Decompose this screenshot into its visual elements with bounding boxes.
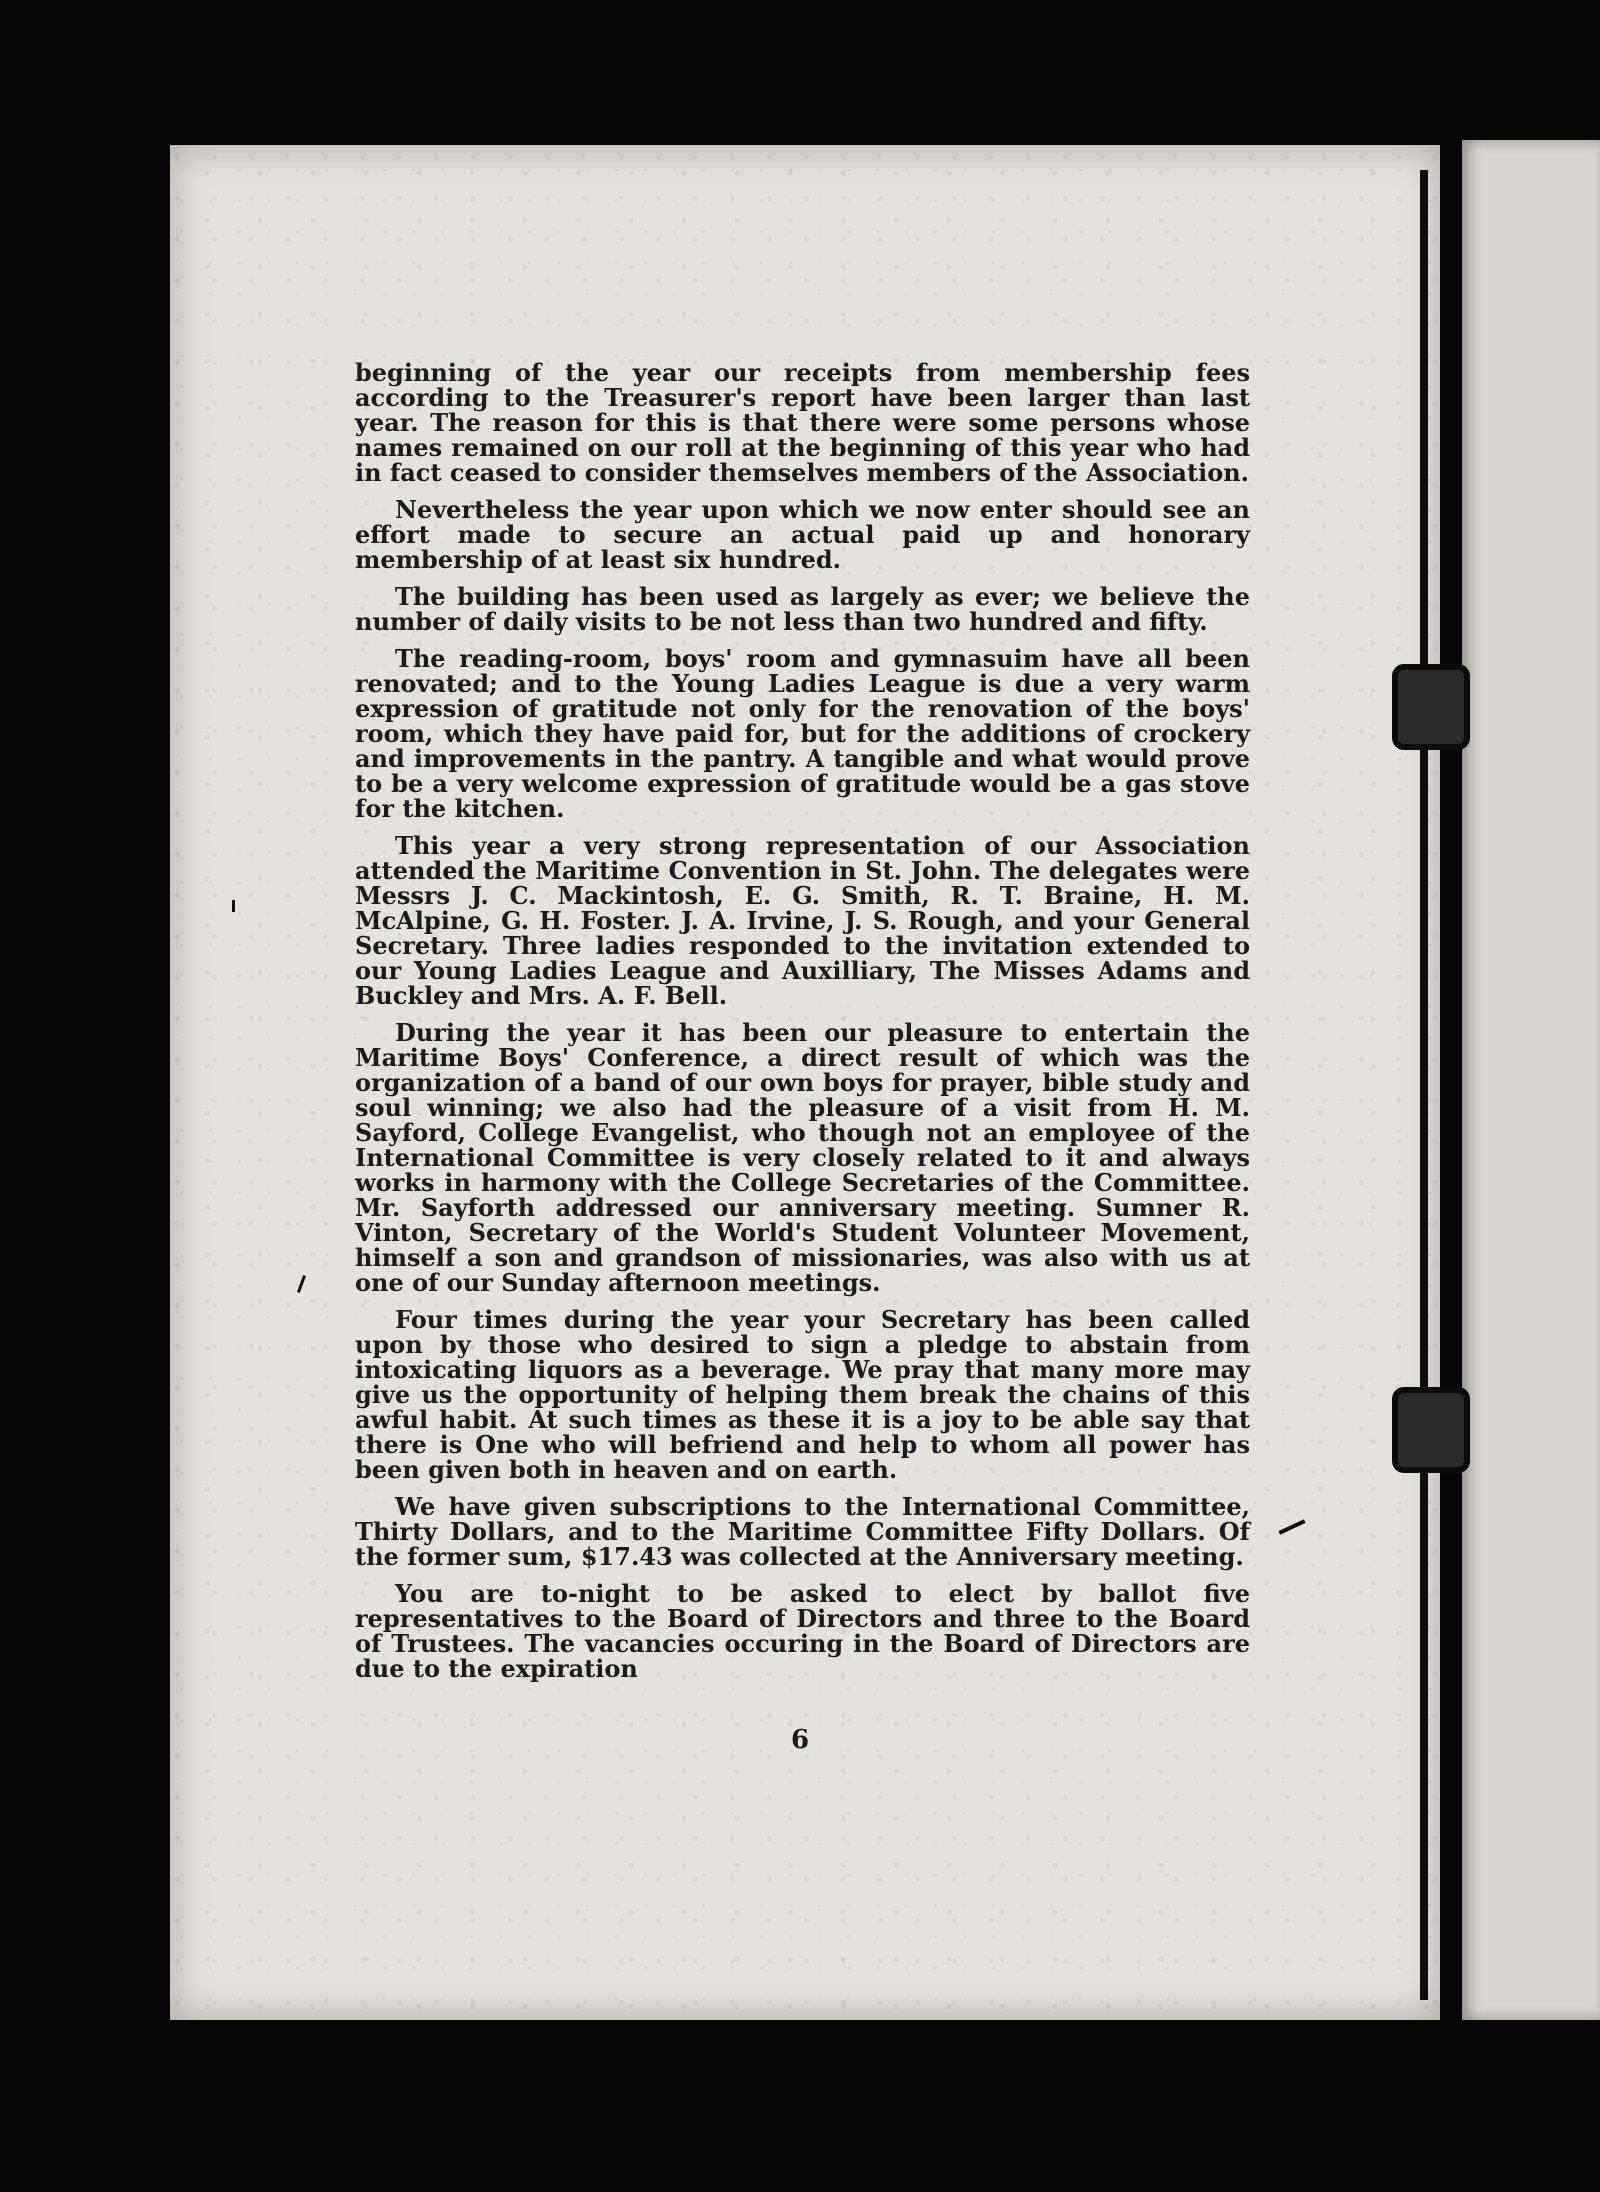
binding-clip-bottom [1398,1393,1464,1467]
stray-mark [232,900,235,912]
body-text [355,360,1250,1693]
paragraph: This year a very strong representation of our Association attended the Maritime Convention in St. John. The delegates were Messrs J. C. Mackintosh, E. G. Smith, R. T. Braine, H. M. McAlpine, G. H. Foster. J. A. Irvine, J. S. Rough, and your General Secretary. Three ladies responded to the invitation extended to our Young Ladies League and Auxilliary, The Misses Adams and Buckley and Mrs. A. F. Bell. [355,831,1250,1010]
paragraph: You are to-night to be asked to elect by ballot five representatives to the Board of Directors and three to the Board of Trustees. The vacancies occuring in the Board of Directors are due to the expiration [355,1579,1250,1683]
paragraph: During the year it has been our pleasure to entertain the Maritime Boys' Conference, a direct result of which was the organization of a band of our own boys for prayer, bible study and soul winning; we also had the pleasure of a visit from H. M. Sayford, College Evangelist, who though not an employee of the International Committee is very closely related to it and always works in harmony with the College Secretaries of the Committee. Mr. Sayforth addressed our anniversary meeting. Sumner R. Vinton, Secretary of the World's Student Volunteer Movement, himself a son and grandson of missionaries, was also with us at one of our Sunday afternoon meetings. [355,1018,1250,1297]
paragraph: The reading-room, boys' room and gymnasuim have all been renovated; and to the Young Ladies League is due a very warm expression of gratitude not only for the renovation of the boys' room, which they have paid for, but for the additions of crockery and improvements in the pantry. A tangible and what would prove to be a very welcome expression of gratitude would be a gas stove for the kitchen. [355,644,1250,823]
paragraph: The building has been used as largely as ever; we believe the number of daily visits to be not less than two hundred and fifty. [355,582,1250,636]
binding-clip-top [1398,670,1464,744]
paragraph: We have given subscriptions to the International Committee, Thirty Dollars, and to the Maritime Committee Fifty Dollars. Of the former sum, $17.43 was collected at the Anniversary meeting. [355,1492,1250,1571]
paragraph: Four times during the year your Secretary has been called upon by those who desired to sign a pledge to abstain from intoxicating liquors as a beverage. We pray that many more may give us the opportunity of helping them break the chains of this awful habit. At such times as these it is a joy to be able say that there is One who will befriend and help to whom all power has been given both in heaven and on earth. [355,1305,1250,1484]
paragraph: beginning of the year our receipts from membership fees according to the Treasurer's report have been larger than last year. The reason for this is that there were some persons whose names remained on our roll at the beginning of this year who had in fact ceased to consider themselves members of the Association. [355,358,1250,487]
paragraph: Nevertheless the year upon which we now enter should see an effort made to secure an actual paid up and honorary membership of at least six hundred. [355,495,1250,574]
page-number: 6 [790,1725,810,1755]
